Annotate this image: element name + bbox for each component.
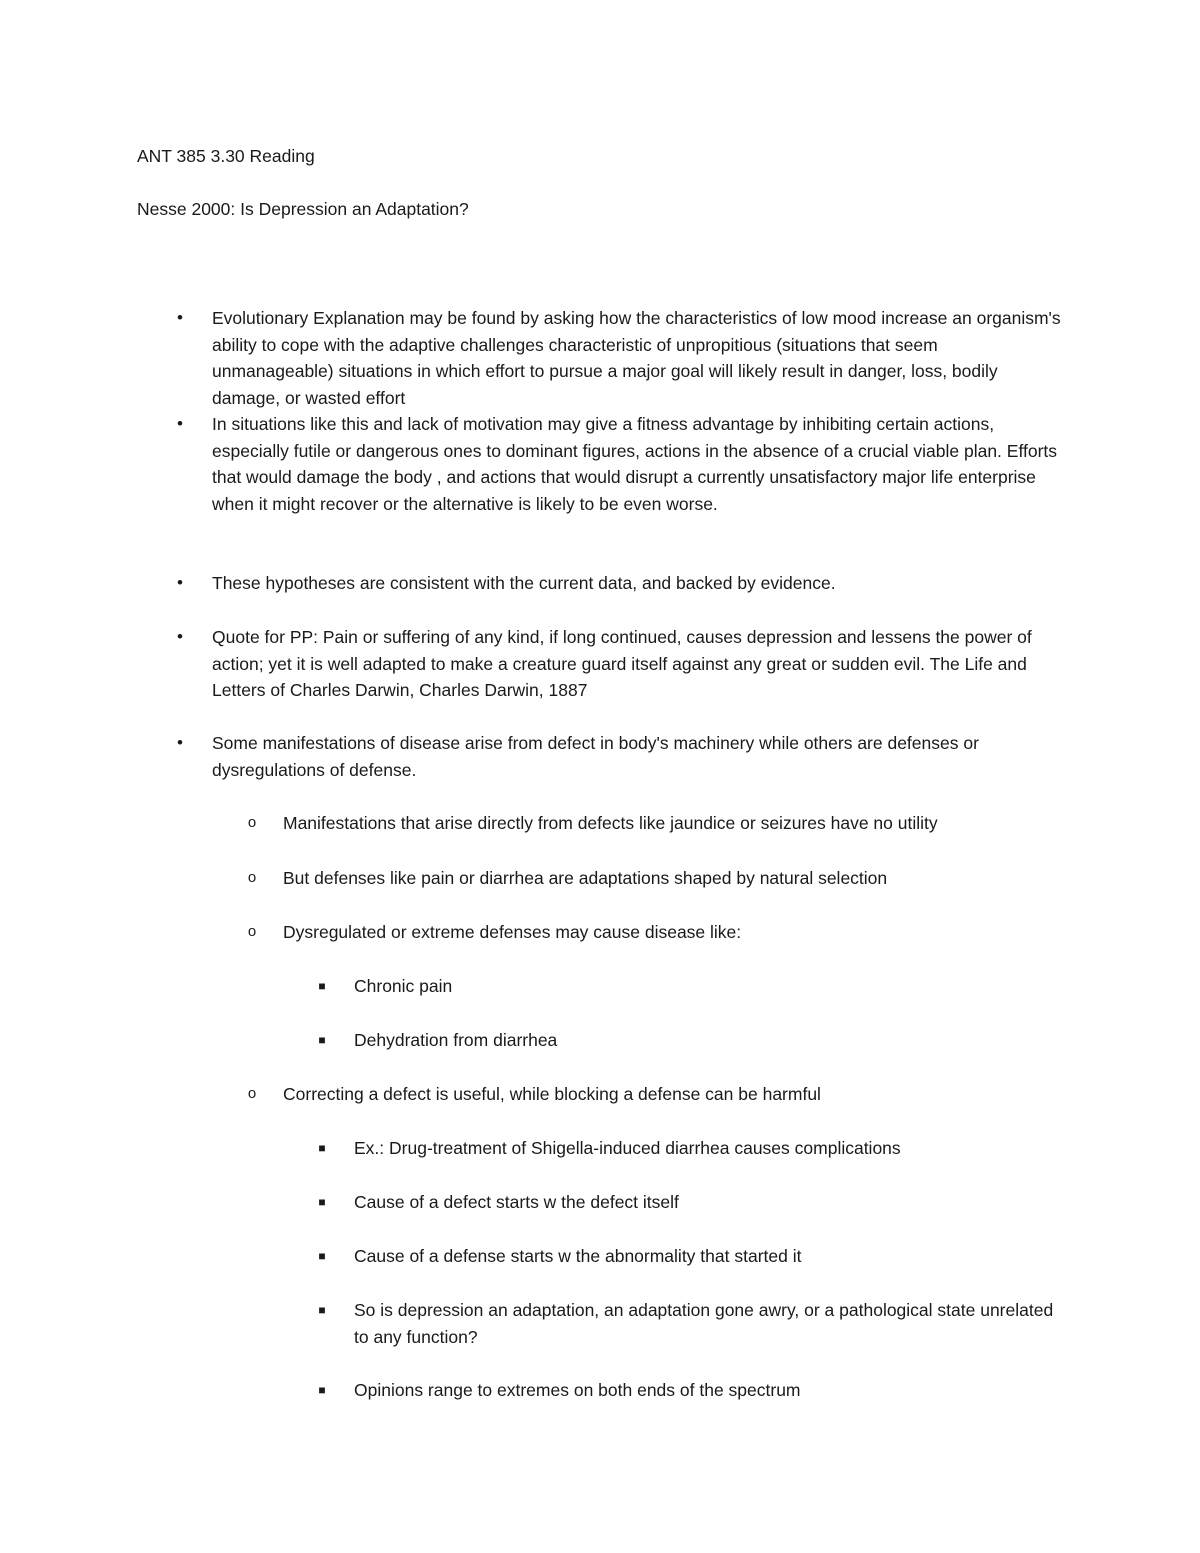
square-bullet-icon: ■	[318, 1303, 326, 1317]
sub-sub-bullet-text: Cause of a defense starts w the abnormality that started it	[354, 1246, 802, 1266]
sub-bullet-marker: o	[247, 923, 257, 940]
bullet-text: These hypotheses are consistent with the current data, and backed by evidence.	[212, 573, 836, 593]
sub-bullet-text: But defenses like pain or diarrhea are adaptations shaped by natural selection	[283, 868, 888, 888]
square-bullet-icon: ■	[318, 1249, 326, 1263]
sub-bullet-text: Correcting a defect is useful, while blocking a defense can be harmful	[283, 1084, 821, 1104]
bullet-marker: •	[177, 308, 183, 327]
square-bullet-icon: ■	[318, 1383, 326, 1397]
document-subtitle: Nesse 2000: Is Depression an Adaptation?	[137, 199, 469, 219]
bullet-text: In situations like this and lack of motivation may give a fitness advantage by inhibiting certain actions, especially futile or dangerous ones to dominant figures, actions in the absence of a crucial viable plan. Efforts that would damage the body , and actions that would disrupt a currently unsatisfactory major life enterprise when it might recover or the alternative is likely to be even worse.	[212, 414, 1058, 514]
sub-bullet-marker: o	[247, 869, 257, 886]
bullet-text: Some manifestations of disease arise from defect in body's machinery while others are defenses or dysregulations of defense.	[212, 733, 979, 780]
sub-sub-bullet-text: Cause of a defect starts w the defect itself	[354, 1192, 679, 1212]
sub-sub-bullet-text: Opinions range to extremes on both ends of the spectrum	[354, 1380, 801, 1400]
bullet-text: Evolutionary Explanation may be found by asking how the characteristics of low mood increase an organism's ability to cope with the adaptive challenges characteristic of unpropitious (situations that seem unmanageable) situations in which effort to pursue a major goal will likely result in danger, loss, bodily damage, or wasted effort	[212, 308, 1061, 408]
square-bullet-icon: ■	[318, 979, 326, 993]
sub-bullet-text: Manifestations that arise directly from defects like jaundice or seizures have no utility	[283, 813, 938, 833]
sub-bullet-text: Dysregulated or extreme defenses may cause disease like:	[283, 922, 742, 942]
square-bullet-icon: ■	[318, 1141, 326, 1155]
square-bullet-icon: ■	[318, 1195, 326, 1209]
sub-bullet-marker: o	[247, 1085, 257, 1102]
sub-sub-bullet-text: Chronic pain	[354, 976, 453, 996]
bullet-marker: •	[177, 733, 183, 752]
sub-sub-bullet-text: So is depression an adaptation, an adaptation gone awry, or a pathological state unrelated to any function?	[354, 1300, 1054, 1347]
square-bullet-icon: ■	[318, 1033, 326, 1047]
sub-bullet-marker: o	[247, 814, 257, 831]
document-title: ANT 385 3.30 Reading	[137, 146, 315, 166]
bullet-text: Quote for PP: Pain or suffering of any kind, if long continued, causes depression and lessens the power of action; yet it is well adapted to make a creature guard itself against any great or sudden evil. The Life and Letters of Charles Darwin, Charles Darwin, 1887	[212, 627, 1032, 700]
bullet-marker: •	[177, 414, 183, 433]
bullet-marker: •	[177, 573, 183, 592]
bullet-marker: •	[177, 627, 183, 646]
sub-sub-bullet-text: Ex.: Drug-treatment of Shigella-induced diarrhea causes complications	[354, 1138, 901, 1158]
sub-sub-bullet-text: Dehydration from diarrhea	[354, 1030, 558, 1050]
